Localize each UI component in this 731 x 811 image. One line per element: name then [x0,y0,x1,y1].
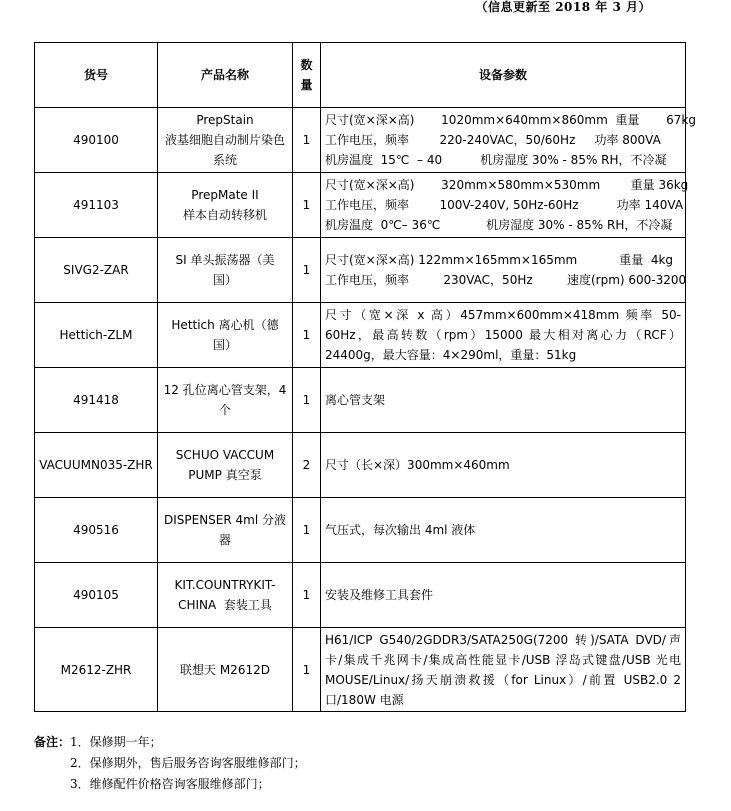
qty-cell: 1 [293,498,321,563]
product-cell: SCHUO VACCUM PUMP 真空泵 [158,433,293,498]
qty-cell: 1 [293,303,321,368]
specs-cell: 尺寸（长×深）300mm×460mm [321,433,686,498]
specs-cell: 尺寸(宽×深×高) 1020mm×640mm×860mm 重量 67kg 工作电压，频率 220-240VAC，50/60Hz 功率 800VA 机房温度 15℃ – 40 机房湿度 30% - 85% RH，不冷凝 [321,108,686,173]
header-product: 产品名称 [158,43,293,108]
item-no-cell: Hettich-ZLM [35,303,158,368]
table-row [35,628,686,712]
table-row [35,238,686,303]
note-item: 1．保修期一年； [70,735,162,749]
equipment-table [34,42,696,712]
product-cell: SI 单头振荡器（美 国） [158,238,293,303]
product-cell: Hettich 离心机（德 国） [158,303,293,368]
item-no-cell: 490100 [35,108,158,173]
qty-cell: 1 [293,173,321,238]
specs-cell: 安装及维修工具套件 [321,563,686,628]
table-row [35,173,686,238]
product-cell: KIT.COUNTRYKIT- CHINA 套装工具 [158,563,293,628]
specs-cell: 尺寸(宽×深×高) 122mm×165mm×165mm 重量 4kg 工作电压，频率 230VAC，50Hz 速度(rpm) 600-3200 [321,238,686,303]
qty-cell: 1 [293,368,321,433]
specs-cell: 气压式，每次输出 4ml 液体 [321,498,686,563]
table-row [35,433,686,498]
header-qty: 数量 [293,43,321,108]
specs-cell: 离心管支架 [321,368,686,433]
header-specs: 设备参数 [321,43,686,108]
qty-cell: 1 [293,628,321,712]
notes-label: 备注： [34,735,71,749]
note-line [34,732,306,753]
table-row [35,108,686,173]
specs-cell: 尺寸(宽×深×高) 320mm×580mm×530mm 重量 36kg 工作电压，频率 100V-240V, 50Hz-60Hz 功率 140VA 机房温度 0℃– 36℃ 机房湿度 30% - 85% RH，不冷凝 [321,173,686,238]
product-cell: PrepMate II 样本自动转移机 [158,173,293,238]
table-row [35,498,686,563]
item-no-cell: SIVG2-ZAR [35,238,158,303]
table-header-row [35,43,686,108]
table-row [35,368,686,433]
qty-cell: 2 [293,433,321,498]
update-note: （信息更新至 2018 年 3 月） [475,0,651,14]
qty-cell: 1 [293,238,321,303]
item-no-cell: 490516 [35,498,158,563]
item-no-cell: VACUUMN035-ZHR [35,433,158,498]
qty-cell: 1 [293,108,321,173]
table-row [35,563,686,628]
note-item: 2．保修期外，售后服务咨询客服维修部门； [70,756,306,770]
product-cell: 联想天 M2612D [158,628,293,712]
notes-section [34,732,306,795]
product-cell: DISPENSER 4ml 分液 器 [158,498,293,563]
product-cell: 12 孔位离心管支架，4 个 [158,368,293,433]
item-no-cell: 491103 [35,173,158,238]
specs-cell: 尺寸（宽×深 x 高）457mm×600mm×418mm 频率 50-60Hz，最高转数（rpm）15000 最大相对离心力（RCF）24400g，最大容量：4×290ml，重量：51kg [321,303,686,368]
specs-cell: H61/ICP G540/2GDDR3/SATA250G(7200 转)/SATA DVD/声卡/集成千兆网卡/集成高性能显卡/USB 浮岛式键盘/USB 光电 MOUSE/Linux/扬天崩溃救援（for Linux）/前置 USB2.0 2 口/180W 电源 [321,628,686,712]
product-cell: PrepStain 液基细胞自动制片染色 系统 [158,108,293,173]
qty-cell: 1 [293,563,321,628]
item-no-cell: M2612-ZHR [35,628,158,712]
item-no-cell: 490105 [35,563,158,628]
item-no-cell: 491418 [35,368,158,433]
table-row [35,303,686,368]
header-item-no: 货号 [35,43,158,108]
note-item: 3．维修配件价格咨询客服维修部门； [70,777,270,791]
